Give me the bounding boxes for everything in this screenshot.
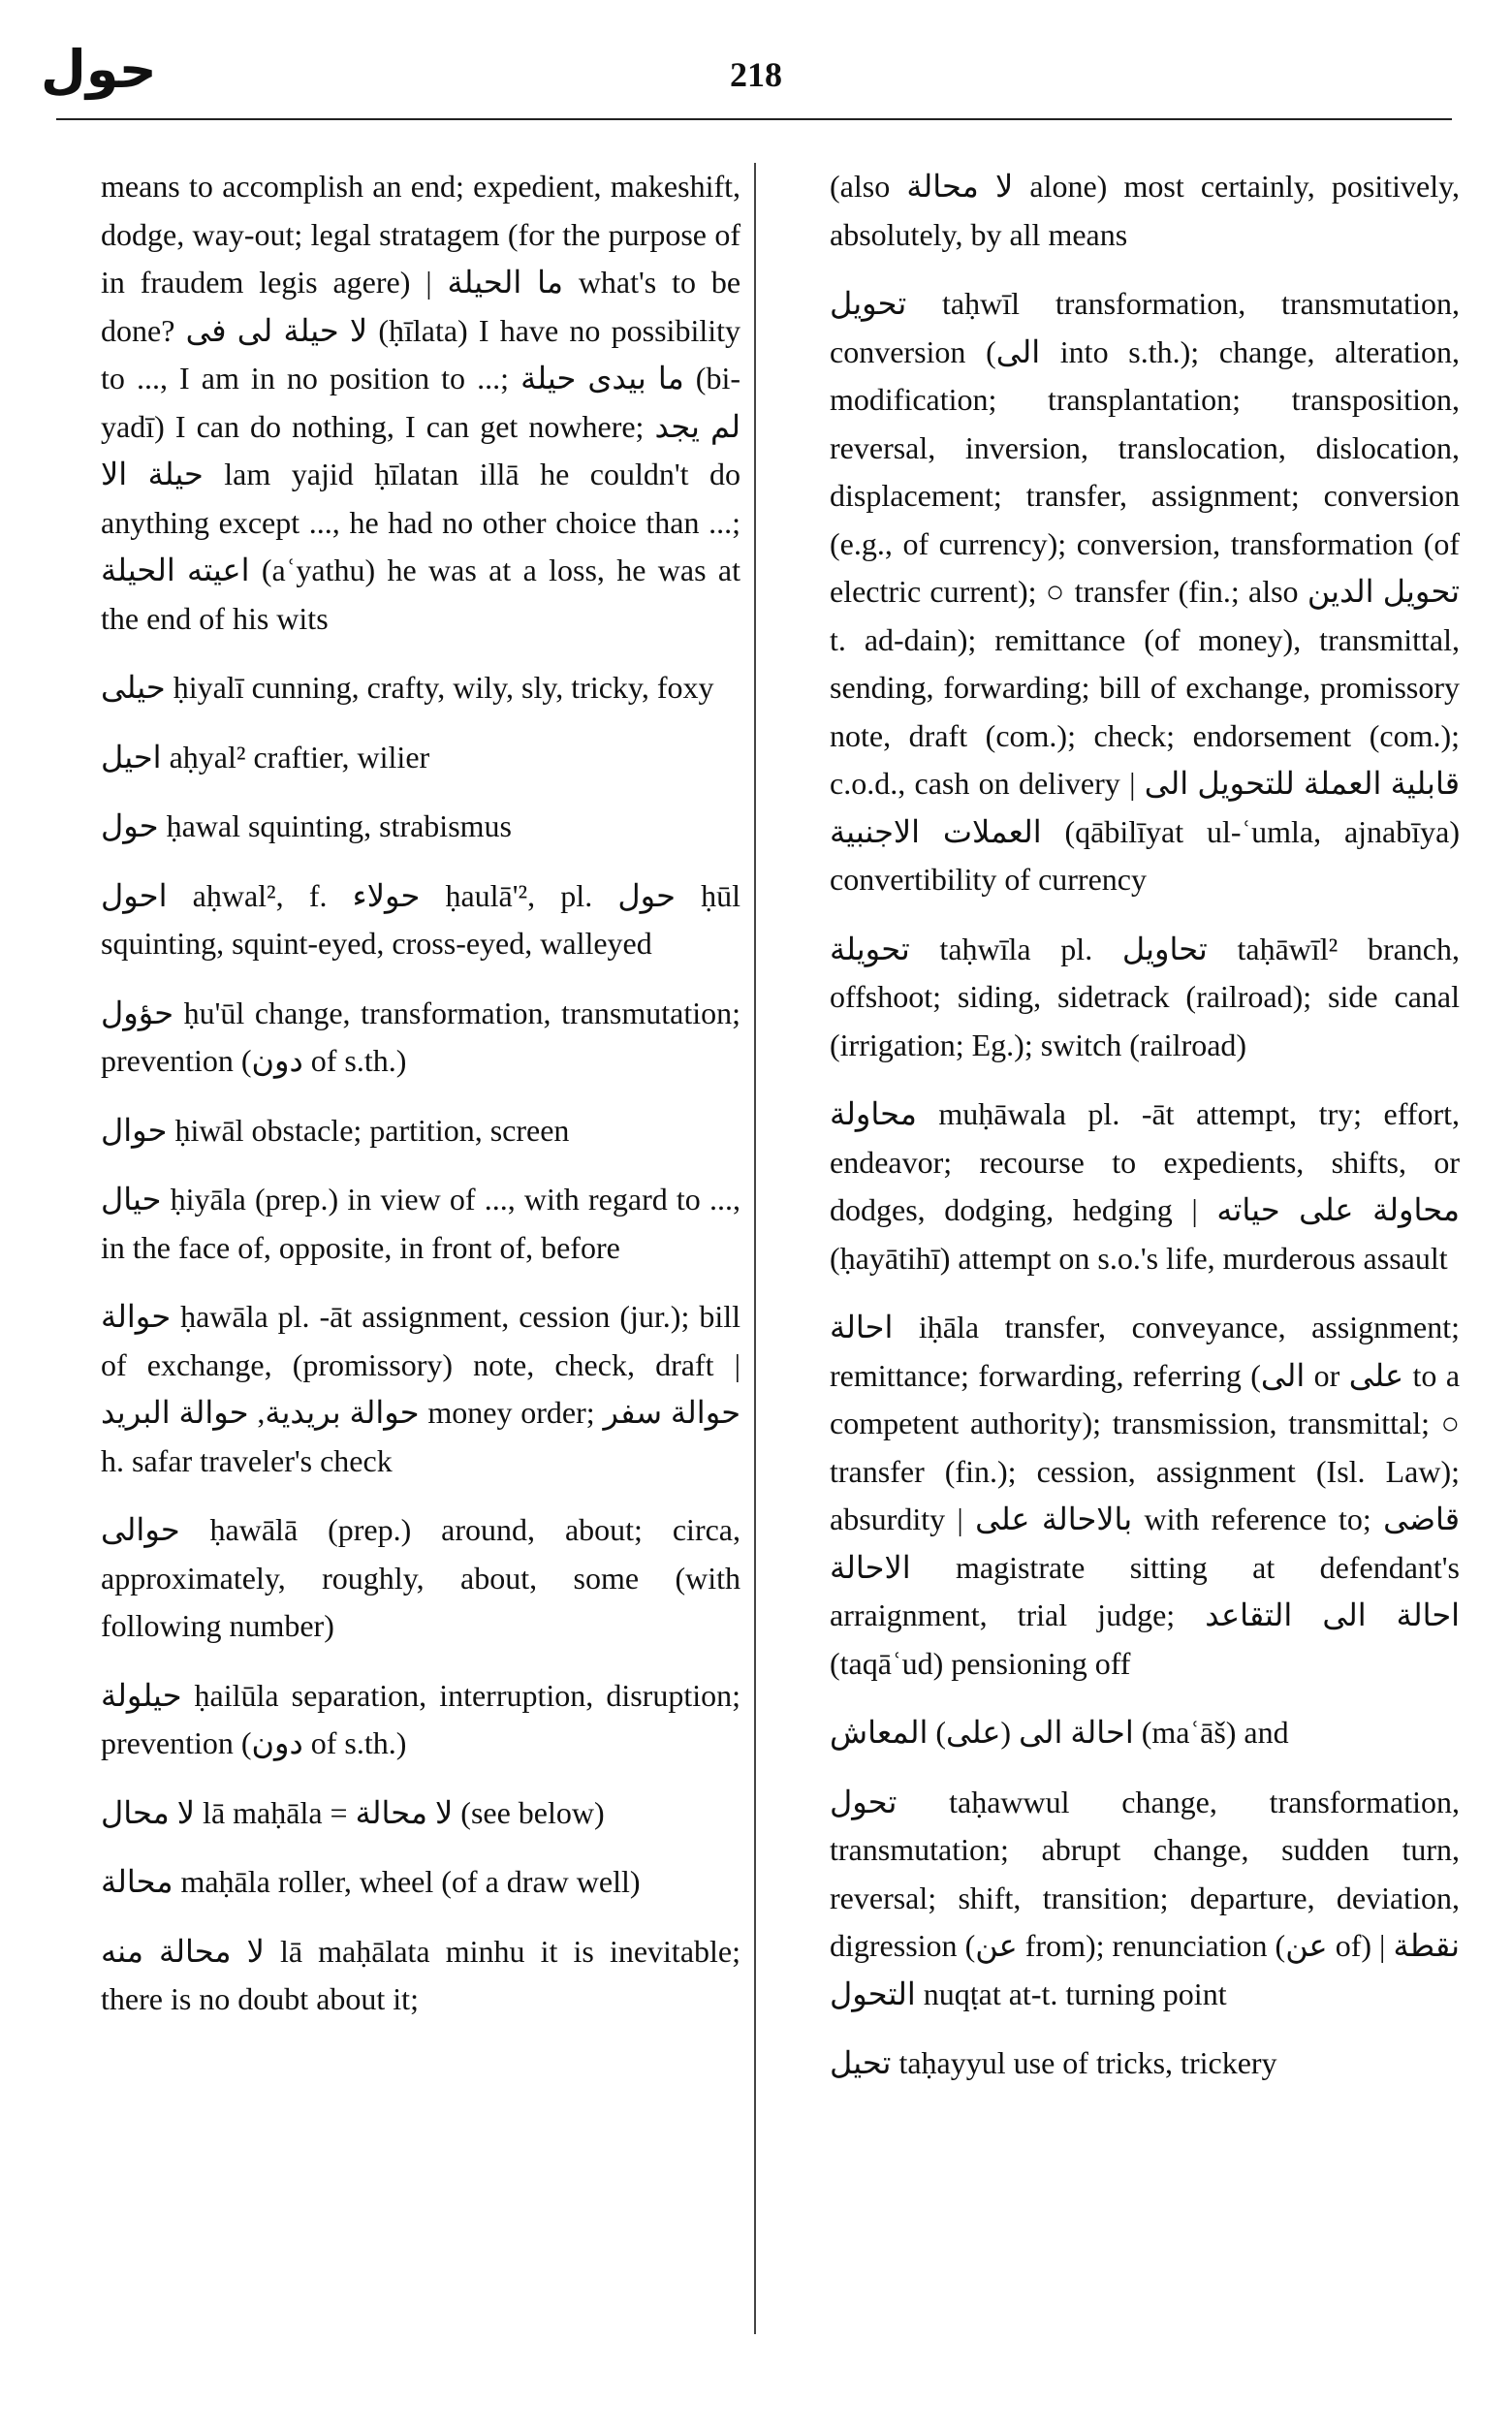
entry: حيال ḥiyāla (prep.) in view of ..., with regard to ..., in the face of, opposite, in front of, before [101,1182,740,1265]
entry: حيلى ḥiyalī cunning, crafty, wily, sly, tricky, foxy [101,670,714,705]
entry: لا محال lā maḥāla = لا محالة (see below) [101,1794,605,1830]
entry: حوالة ḥawāla pl. -āt assignment, cession (jur.); bill of exchange, (promissory) note, check, draft | حوالة بريدية, حوالة البريد money order; حوالة سفر h. safar traveler's check [101,1299,741,1478]
entry: تحويل taḥwīl transformation, transmutation, conversion (الى into s.th.); change, alteration, modification; transplantation; transposition, reversal, inversion, translocation, dislocation, displacement; transfer, assignment; conversion (e.g., of currency); conversion, transformation (of electric current); ○ transfer (fin.; also تحويل الدين t. ad-dain); remittance (of money), transmittal, sending, forwarding; bill of exchange, promissory note, draft (com.); check; endorsement (com.); c.o.d., cash on delivery | قابلية العملة للتحويل الى العملات الاجنبية (qābilīyat ul-ʿumla, ajnabīya) convertibility of currency [830,286,1461,897]
entry: محالة maḥāla roller, wheel (of a draw well) [101,1864,641,1899]
entry: احالة iḥāla transfer, conveyance, assignment; remittance; forwarding, referring (الى or على to a competent authority); transmission, transmittal; ○ transfer (fin.); cession, assignment (Isl. Law); absurdity | بالاحالة على with reference to; قاضى الاحالة magistrate sitting at defendant's arraignment, trial judge; احالة الى التقاعد (taqāʿud) pensioning off [830,1310,1461,1681]
entry: حول ḥawal squinting, strabismus [101,808,512,843]
page-number: 218 [730,55,782,94]
entry: حيلولة ḥailūla separation, interruption, disruption; prevention (دون of s.th.) [101,1677,740,1760]
entry: (also لا محالة alone) most certainly, positively, absolutely, by all means [830,169,1461,252]
right-column [830,163,1460,2109]
entry: احالة الى (على) المعاش (maʿāš) and [830,1715,1289,1750]
entry: حوالى ḥawālā (prep.) around, about; circa, approximately, roughly, about, some (with following number) [101,1512,740,1643]
header-rule [56,118,1452,120]
entry: احول aḥwal², f. حولاء ḥaulā'², pl. حول ḥūl squinting, squint-eyed, cross-eyed, walleyed [101,877,741,961]
entry: محاولة muḥāwala pl. -āt attempt, try; effort, endeavor; recourse to expedients, shifts, or dodges, dodging, hedging | محاولة على حياته (ḥayātihī) attempt on s.o.'s life, murderous assault [830,1096,1461,1276]
entry: تحيل taḥayyul use of tricks, trickery [830,2045,1277,2080]
entry: تحول taḥawwul change, transformation, transmutation; abrupt change, sudden turn, reversal; shift, transition; departure, deviation, digression (عن from); renunciation (عن of) | نقطة التحول nuqṭat at-t. turning point [830,1784,1460,2011]
entry: احيل aḥyal² craftier, wilier [101,739,430,774]
column-divider [754,163,756,2334]
entry: حوال ḥiwāl obstacle; partition, screen [101,1112,570,1148]
running-headword: حول [41,39,157,100]
entry: means to accomplish an end; expedient, makeshift, dodge, way-out; legal stratagem (for the purpose of in fraudem legis agere) | ما الحيلة what's to be done? لا حيلة لى فى (ḥīlata) I have no possibility to ..., I am in no position to ...; ما بيدى حيلة (bi-yadī) I can do nothing, I can get nowhere; لم يجد حيلة الا lam yajid ḥīlatan illā he couldn't do anything except ..., he had no other choice than ...; اعيته الحيلة (aʿyathu) he was at a loss, he was at the end of his wits [101,169,741,636]
entry: تحويلة taḥwīla pl. تحاويل taḥāwīl² branch, offshoot; siding, sidetrack (railroad); side canal (irrigation; Eg.); switch (railroad) [830,931,1461,1062]
entry: حؤول ḥu'ūl change, transformation, transmutation; prevention (دون of s.th.) [101,995,740,1078]
left-column [101,163,740,2045]
entry: لا محالة منه lā maḥālata minhu it is inevitable; there is no doubt about it; [101,1933,741,2016]
